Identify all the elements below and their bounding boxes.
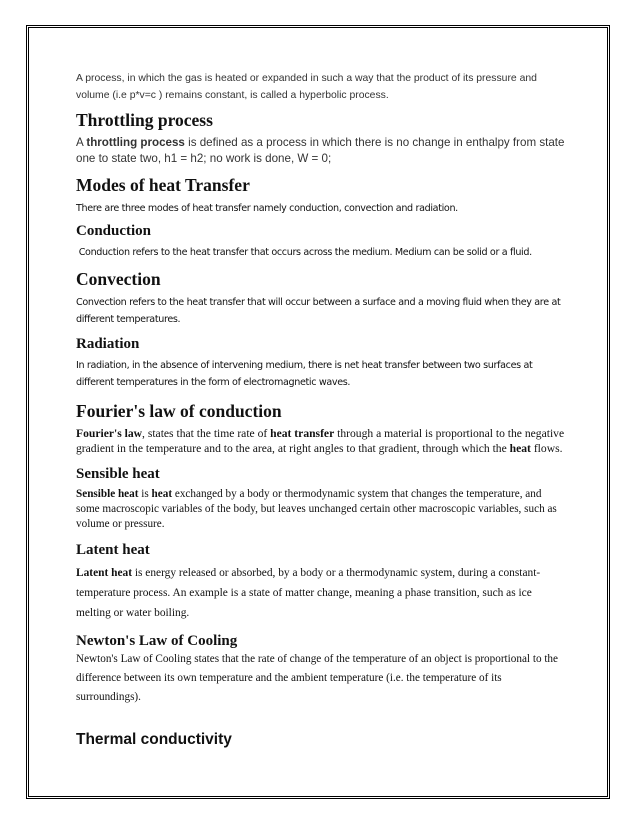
sensible-text-2: exchanged by a body or thermodynamic system that changes the temperature, and some macroscopic variables of the body, but leaves unchanged certain other macroscopic variables, such as volume or pressure. xyxy=(76,488,557,530)
heading-conduction: Conduction xyxy=(76,223,152,239)
heading-newton: Newton's Law of Cooling xyxy=(76,633,238,649)
heading-throttling: Throttling process xyxy=(76,110,213,130)
heading-sensible: Sensible heat xyxy=(76,466,160,482)
fourier-text-1: , states that the time rate of xyxy=(142,427,271,440)
heading-fourier: Fourier's law of conduction xyxy=(76,401,282,421)
fourier-paragraph xyxy=(76,426,566,456)
sensible-bold-2: heat xyxy=(151,488,173,500)
sensible-paragraph xyxy=(76,487,566,532)
fourier-bold-3: heat xyxy=(509,442,531,455)
conduction-paragraph: Conduction refers to the heat transfer that occurs across the medium. Medium can be solid or a fluid. xyxy=(76,247,532,258)
sensible-bold-1: Sensible heat xyxy=(76,488,139,500)
intro-paragraph: A process, in which the gas is heated or expanded in such a way that the product of its pressure and volume (i.e p*v=c ) remains constant, is called a hyperbolic process. xyxy=(76,73,537,101)
fourier-bold-1: Fourier's law xyxy=(76,427,143,440)
heading-radiation: Radiation xyxy=(76,336,140,352)
radiation-paragraph: In radiation, in the absence of intervening medium, there is net heat transfer between two surfaces at different temperatures in the form of electromagnetic waves. xyxy=(76,360,533,388)
convection-paragraph: Convection refers to the heat transfer that will occur between a surface and a moving fluid when they are at different temperatures. xyxy=(76,297,561,325)
modes-paragraph: There are three modes of heat transfer namely conduction, convection and radiation. xyxy=(76,203,458,214)
newton-paragraph: Newton's Law of Cooling states that the rate of change of the temperature of an object is proportional to the difference between its own temperature and the ambient temperature (i.e. the temperature of its surroundings). xyxy=(76,653,558,703)
document-body xyxy=(76,70,566,749)
throttling-rest: is defined as a process in which there is no change in enthalpy from state one to state two, h1 = h2; no work is done, W = 0; xyxy=(76,136,565,165)
fourier-text-2: through a material is proportional to the negative gradient in the temperature and to the area, at right angles to that gradient, through which the xyxy=(76,427,565,455)
heading-convection: Convection xyxy=(76,269,161,289)
latent-bold-1: Latent heat xyxy=(76,567,132,579)
throttling-paragraph xyxy=(76,135,566,167)
sensible-text-1: is xyxy=(138,488,152,500)
fourier-bold-2: heat transfer xyxy=(270,427,335,440)
throttling-bold: throttling process xyxy=(86,136,185,149)
latent-text-1: is energy released or absorbed, by a body or a thermodynamic system, during a constant-temperature process. An example is a state of matter change, meaning a phase transition, such as ice melting or water boiling. xyxy=(76,567,541,619)
latent-paragraph xyxy=(76,563,566,623)
heading-latent: Latent heat xyxy=(76,542,150,558)
heading-thermal-conductivity: Thermal conductivity xyxy=(76,731,232,748)
throttling-lead: A xyxy=(76,136,87,149)
fourier-text-3: flows. xyxy=(530,442,563,455)
heading-modes: Modes of heat Transfer xyxy=(76,175,250,195)
